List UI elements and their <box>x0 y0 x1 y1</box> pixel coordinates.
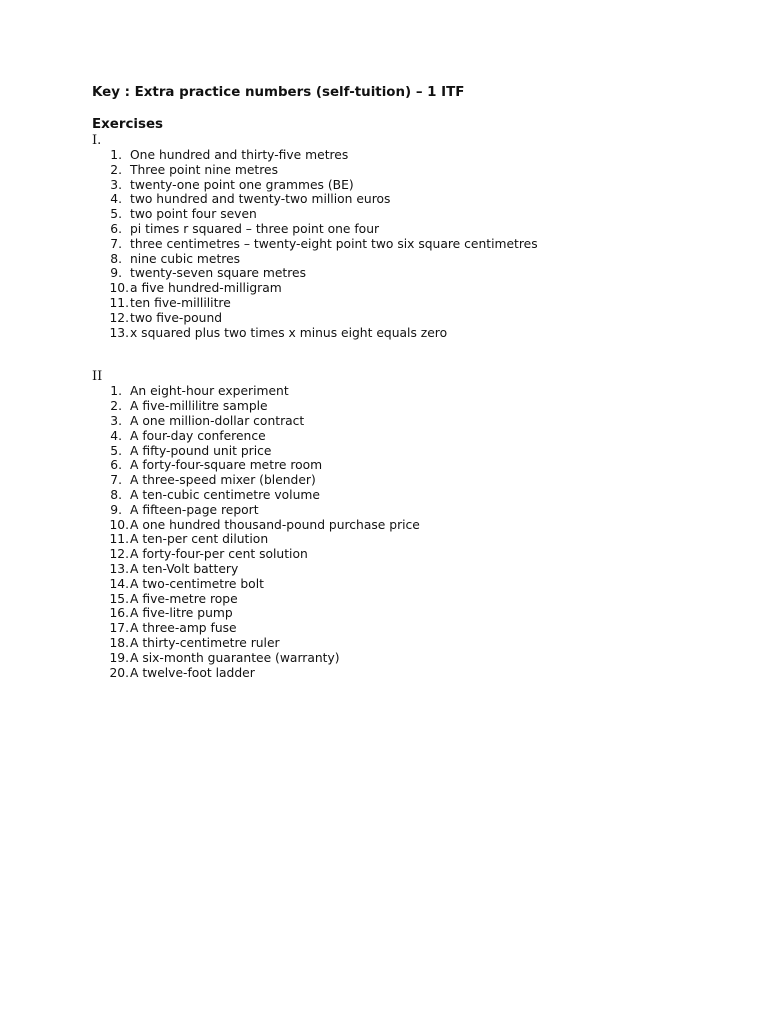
list-item <box>92 237 732 252</box>
list-item-text: A two-centimetre bolt <box>130 576 264 591</box>
list-item-number: 5. <box>110 443 122 458</box>
list-item-number: 6. <box>110 221 122 236</box>
list-item-number: 17. <box>109 621 129 636</box>
list-item-number: 7. <box>110 236 122 251</box>
list-item-number: 10. <box>109 517 129 532</box>
list-item-number: 12. <box>109 547 129 562</box>
list-item <box>92 444 732 459</box>
list-item <box>92 192 732 207</box>
list-item-number: 10. <box>109 281 129 296</box>
list-item-text: A ten-per cent dilution <box>130 532 269 547</box>
exercise-list <box>92 148 732 340</box>
list-item-text: two five-pound <box>130 310 223 325</box>
list-item <box>92 266 732 281</box>
list-item-number: 14. <box>109 576 129 591</box>
list-item-number: 2. <box>110 399 122 414</box>
list-item <box>92 503 732 518</box>
list-item-number: 18. <box>109 635 129 650</box>
document-page <box>92 84 732 680</box>
section-one <box>92 134 732 340</box>
list-item <box>92 207 732 222</box>
list-item-text: A ten-cubic centimetre volume <box>130 487 320 502</box>
exercises-heading: Exercises <box>92 117 164 132</box>
list-item-text: A one million-dollar contract <box>130 413 305 428</box>
list-item <box>92 326 732 341</box>
list-item-number: 11. <box>109 295 129 310</box>
exercise-list <box>92 384 732 680</box>
list-item-text: A five-litre pump <box>130 606 233 621</box>
list-item <box>92 429 732 444</box>
list-item <box>92 399 732 414</box>
list-item-number: 7. <box>110 473 122 488</box>
list-item-text: A three-speed mixer (blender) <box>130 473 316 488</box>
list-item-number: 5. <box>110 207 122 222</box>
list-item <box>92 532 732 547</box>
list-item-text: twenty-one point one grammes (BE) <box>130 177 354 192</box>
list-item <box>92 458 732 473</box>
list-item-text: pi times r squared – three point one four <box>130 221 380 236</box>
list-item-number: 19. <box>109 650 129 665</box>
list-item-number: 9. <box>110 502 122 517</box>
list-item-text: An eight-hour experiment <box>130 384 289 399</box>
list-item-number: 4. <box>110 428 122 443</box>
list-item-text: three centimetres – twenty-eight point two six square centimetres <box>130 236 538 251</box>
list-item-number: 4. <box>110 192 122 207</box>
list-item <box>92 562 732 577</box>
section-label: I. <box>92 133 102 148</box>
list-item <box>92 488 732 503</box>
section-label: II <box>92 369 103 385</box>
list-item <box>92 606 732 621</box>
list-item-text: ten five-millilitre <box>130 295 231 310</box>
list-item-text: twenty-seven square metres <box>130 266 306 281</box>
list-item <box>92 473 732 488</box>
list-item <box>92 592 732 607</box>
list-item <box>92 311 732 326</box>
list-item-number: 3. <box>110 177 122 192</box>
list-item-text: A six-month guarantee (warranty) <box>130 650 340 665</box>
list-item-text: A three-amp fuse <box>130 621 237 636</box>
list-item <box>92 384 732 399</box>
list-item <box>92 252 732 267</box>
list-item <box>92 636 732 651</box>
list-item-text: A thirty-centimetre ruler <box>130 635 280 650</box>
list-item-text: A forty-four-square metre room <box>130 458 323 473</box>
list-item-number: 13. <box>109 561 129 576</box>
list-item-text: a five hundred-milligram <box>130 281 282 296</box>
list-item-text: A fifteen-page report <box>130 502 259 517</box>
list-item-text: A four-day conference <box>130 428 266 443</box>
list-item-number: 2. <box>110 162 122 177</box>
list-item <box>92 414 732 429</box>
list-item-number: 13. <box>109 325 129 340</box>
list-item <box>92 577 732 592</box>
list-item <box>92 148 732 163</box>
list-item-text: Three point nine metres <box>130 162 279 177</box>
list-item-text: nine cubic metres <box>130 251 241 266</box>
list-item-text: A ten-Volt battery <box>130 561 239 576</box>
list-item-text: One hundred and thirty-five metres <box>130 148 349 162</box>
list-item-number: 12. <box>109 310 129 325</box>
list-item <box>92 178 732 193</box>
list-item <box>92 281 732 296</box>
list-item-number: 20. <box>109 665 129 680</box>
section-two <box>92 370 732 680</box>
list-item-text: two hundred and twenty-two million euros <box>130 192 391 207</box>
list-item-text: A twelve-foot ladder <box>130 665 255 680</box>
list-item-number: 11. <box>109 532 129 547</box>
list-item-text: two point four seven <box>130 207 257 222</box>
document-title: Key : Extra practice numbers (self-tuition) – 1 ITF <box>92 85 465 100</box>
list-item-number: 8. <box>110 251 122 266</box>
list-item-number: 16. <box>109 606 129 621</box>
list-item <box>92 222 732 237</box>
list-item-text: x squared plus two times x minus eight equals zero <box>130 325 448 340</box>
list-item-text: A five-metre rope <box>130 591 238 606</box>
list-item-number: 3. <box>110 413 122 428</box>
list-item <box>92 547 732 562</box>
list-item-number: 9. <box>110 266 122 281</box>
list-item-number: 1. <box>110 384 122 399</box>
list-item-text: A fifty-pound unit price <box>130 443 272 458</box>
list-item-text: A forty-four-per cent solution <box>130 547 308 562</box>
list-item-number: 6. <box>110 458 122 473</box>
list-item <box>92 651 732 666</box>
list-item <box>92 621 732 636</box>
list-item <box>92 666 732 681</box>
list-item <box>92 163 732 178</box>
list-item-number: 8. <box>110 487 122 502</box>
list-item-number: 1. <box>110 148 122 162</box>
list-item-text: A one hundred thousand-pound purchase price <box>130 517 420 532</box>
list-item-number: 15. <box>109 591 129 606</box>
list-item <box>92 296 732 311</box>
list-item-text: A five-millilitre sample <box>130 399 268 414</box>
list-item <box>92 518 732 533</box>
